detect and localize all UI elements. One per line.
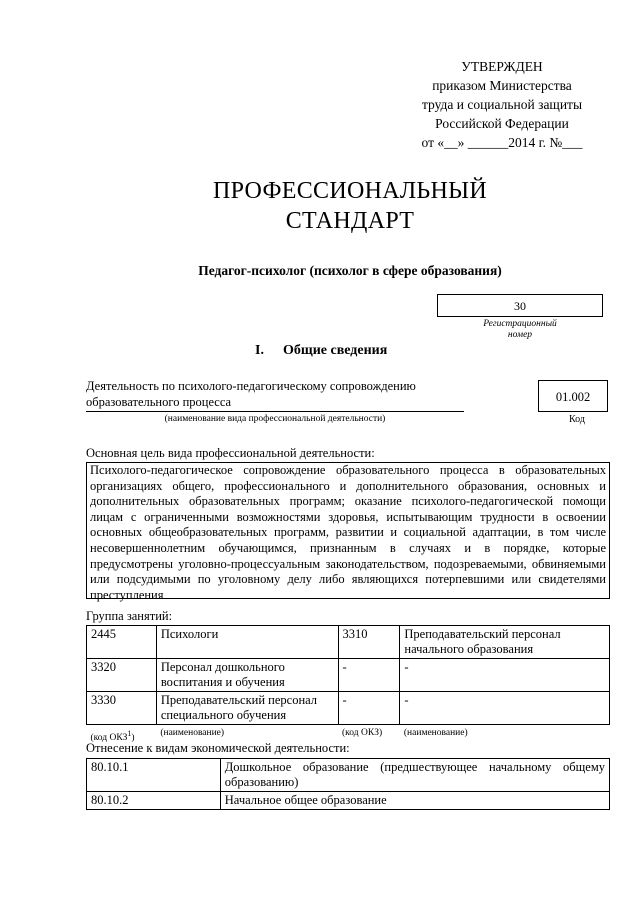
okz-code: - <box>338 659 400 692</box>
okz-code: 3310 <box>338 626 400 659</box>
activity-code-box: 01.002 <box>538 380 608 412</box>
registration-number-label <box>437 319 603 341</box>
occupation-group-label: Группа занятий: <box>86 609 173 623</box>
activity-caption: (наименование вида профессиональной деятельности) <box>164 414 386 424</box>
okz-name: Преподавательский персонал начального образования <box>400 626 610 659</box>
section-number: I. <box>255 343 264 358</box>
activity-code-caption: Код <box>569 414 585 425</box>
goal-label: Основная цель вида профессиональной деятельности: <box>86 446 375 460</box>
okved-name: Дошкольное образование (предшествующее начальному общему образованию) <box>220 759 609 792</box>
okz-name: - <box>400 659 610 692</box>
approval-block <box>398 57 606 152</box>
okz-code: 3330 <box>87 692 157 725</box>
okz-code: 3320 <box>87 659 157 692</box>
okz-code: - <box>338 692 400 725</box>
caption-okz-name: (наименование) <box>160 728 225 738</box>
document-subtitle: Педагог-психолог (психолог в сфере образования) <box>198 263 502 278</box>
okved-name: Начальное общее образование <box>220 792 609 810</box>
section-heading <box>255 343 387 359</box>
activity-underline <box>86 411 464 412</box>
okz-code: 2445 <box>87 626 157 659</box>
okved-code: 80.10.2 <box>87 792 221 810</box>
approval-line: от «__» ______2014 г. №___ <box>421 135 583 150</box>
table-row <box>87 792 610 810</box>
document-title <box>150 176 550 236</box>
approval-line: УТВЕРЖДЕН <box>461 59 543 74</box>
caption-okz-code: (код ОКЗ) <box>342 728 383 738</box>
okz-name: - <box>400 692 610 725</box>
okz-name: Персонал дошкольного воспитания и обучения <box>156 659 338 692</box>
occupation-group-table <box>86 625 610 747</box>
approval-line: труда и социальной защиты <box>421 97 583 112</box>
table-row <box>87 692 610 725</box>
activity-name: Деятельность по психолого-педагогическому сопровождению образовательного процесса <box>86 379 416 409</box>
okved-code: 80.10.1 <box>87 759 221 792</box>
economic-activity-table <box>86 758 610 810</box>
economic-activity-label: Отнесение к видам экономической деятельности: <box>86 741 350 755</box>
section-title: Общие сведения <box>283 343 388 358</box>
title-line: ПРОФЕССИОНАЛЬНЫЙ <box>212 178 487 204</box>
okz-name: Преподавательский персонал специального обучения <box>156 692 338 725</box>
table-row <box>87 659 610 692</box>
table-row <box>87 759 610 792</box>
registration-number-box: 30 <box>437 294 603 317</box>
title-line: СТАНДАРТ <box>285 208 415 234</box>
caption-text: ) <box>131 733 135 744</box>
table-row <box>87 626 610 659</box>
footnote-mark: 1 <box>127 729 132 738</box>
caption-okz-name: (наименование) <box>403 728 468 738</box>
reg-label-line: Регистрационный <box>483 319 557 329</box>
caption-text: (код ОКЗ <box>90 733 128 744</box>
okz-name: Психологи <box>156 626 338 659</box>
reg-label-line: номер <box>507 330 533 340</box>
approval-line: Российской Федерации <box>435 116 569 131</box>
goal-text-box: Психолого-педагогическое сопровождение образовательного процесса в образовательных организациях общего, профессионального и дополнительного образования, основных и дополнительных образовательных программ; оказание психолого-педагогической помощи лицам с ограниченными возможностями здоровья, испытывающим трудности в освоении основных общеобразовательных программ, развитии и социальной адаптации, в том числе несовершеннолетним обучающимся, признанным в случаях и в порядке, которые предусмотрены уголовно-процессуальным законодательством, подозреваемыми, обвиняемыми или подсудимыми по уголовному делу либо являющихся потерпевшими или свидетелями преступления <box>86 462 610 599</box>
approval-line: приказом Министерства <box>432 78 572 93</box>
